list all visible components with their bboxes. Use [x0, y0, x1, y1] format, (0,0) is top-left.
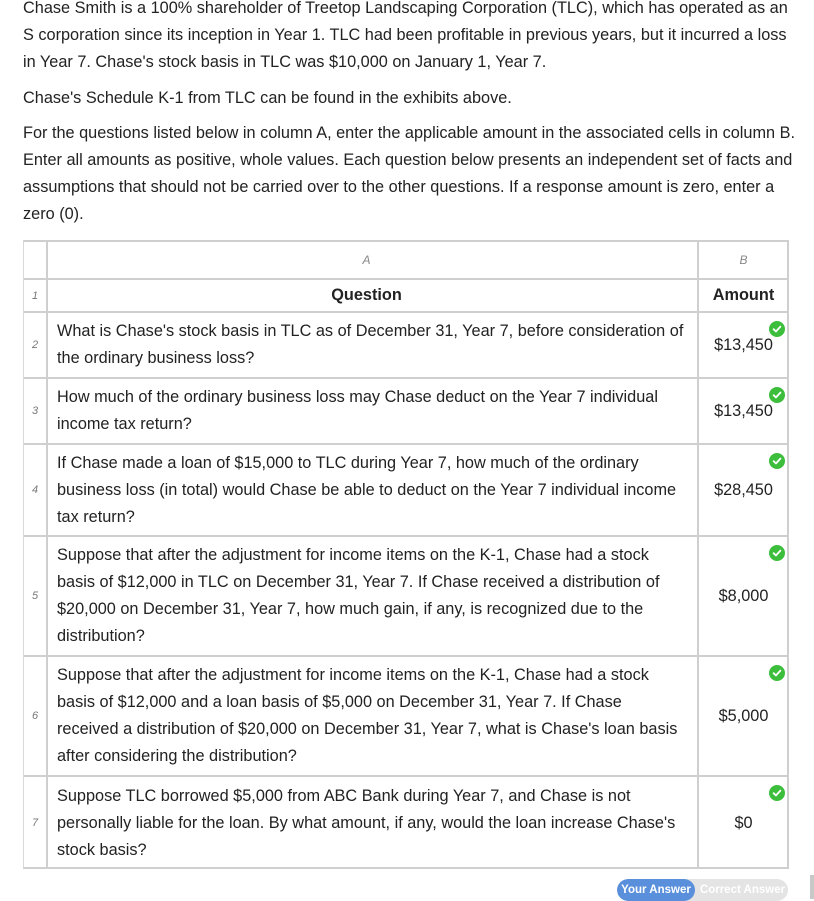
row-number: 2 [24, 313, 48, 377]
table-row [24, 445, 787, 537]
question-cell: If Chase made a loan of $15,000 to TLC during Year 7, how much of the ordinary business loss (in total) would Chase be able to deduct on the Year 7 individual income tax return? [48, 445, 699, 535]
your-answer-button[interactable]: Your Answer [617, 879, 695, 901]
check-circle-icon [769, 545, 785, 561]
table-row [24, 777, 787, 869]
table-row [24, 657, 787, 777]
answer-grid [23, 240, 789, 869]
corner-cell [24, 242, 48, 278]
row-number: 3 [24, 379, 48, 443]
column-a-letter: A [48, 242, 699, 278]
amount-value: $0 [734, 813, 753, 832]
answer-view-toggle [617, 879, 788, 901]
header-row [24, 280, 787, 313]
check-circle-icon [769, 321, 785, 337]
column-letter-row [24, 242, 787, 280]
amount-value: $13,450 [714, 401, 773, 420]
intro-paragraph-directions: For the questions listed below in column A, enter the applicable amount in the associated cells in column B. Enter all amounts as positive, whole values. Each question below presents an independent set of facts and assumptions that should not be carried over to the other questions. If a response amount is zero, enter a zero (0). [23, 124, 795, 223]
amount-value: $13,450 [714, 335, 773, 354]
table-row [24, 537, 787, 657]
check-circle-icon [769, 453, 785, 469]
row-number: 6 [24, 657, 48, 775]
amount-value: $8,000 [718, 586, 769, 605]
page-scrollbar[interactable] [810, 875, 814, 899]
amount-cell[interactable] [699, 657, 788, 775]
correct-answer-button[interactable]: Correct Answer [699, 884, 786, 896]
question-cell: What is Chase's stock basis in TLC as of December 31, Year 7, before consideration of the ordinary business loss? [48, 313, 699, 377]
intro-paragraph-facts: Chase Smith is a 100% shareholder of Treetop Landscaping Corporation (TLC), which has operated as an S corporation since its inception in Year 1. TLC had been profitable in previous years, but it incurred a loss in Year 7. Chase's stock basis in TLC was $10,000 on January 1, Year 7. [23, 0, 788, 71]
amount-cell[interactable] [699, 313, 788, 377]
row-number: 4 [24, 445, 48, 535]
amount-cell[interactable] [699, 537, 788, 655]
question-cell: How much of the ordinary business loss may Chase deduct on the Year 7 individual income tax return? [48, 379, 699, 443]
amount-header: Amount [712, 286, 775, 304]
intro-paragraph-exhibit: Chase's Schedule K-1 from TLC can be found in the exhibits above. [23, 89, 512, 107]
amount-value: $28,450 [714, 480, 773, 499]
amount-cell[interactable] [699, 445, 788, 535]
row-number: 1 [24, 280, 48, 311]
table-row [24, 379, 787, 445]
table-row [24, 313, 787, 379]
check-circle-icon [769, 665, 785, 681]
row-number: 5 [24, 537, 48, 655]
amount-cell[interactable] [699, 379, 788, 443]
amount-value: $5,000 [718, 706, 769, 725]
column-b-letter: B [739, 253, 748, 267]
question-cell: Suppose that after the adjustment for income items on the K-1, Chase had a stock basis of $12,000 in TLC on December 31, Year 7. If Chase received a distribution of $20,000 on December 31, Year 7, how much gain, if any, is recognized due to the distribution? [48, 537, 699, 655]
row-number: 7 [24, 777, 48, 869]
question-cell: Suppose TLC borrowed $5,000 from ABC Bank during Year 7, and Chase is not personally liable for the loan. By what amount, if any, would the loan increase Chase's stock basis? [48, 777, 699, 869]
amount-cell[interactable] [699, 777, 788, 869]
check-circle-icon [769, 785, 785, 801]
question-header: Question [48, 280, 699, 311]
check-circle-icon [769, 387, 785, 403]
question-cell: Suppose that after the adjustment for income items on the K-1, Chase had a stock basis of $12,000 and a loan basis of $5,000 on December 31, Year 7. If Chase received a distribution of $20,000 on December 31, Year 7, what is Chase's loan basis after considering the distribution? [48, 657, 699, 775]
